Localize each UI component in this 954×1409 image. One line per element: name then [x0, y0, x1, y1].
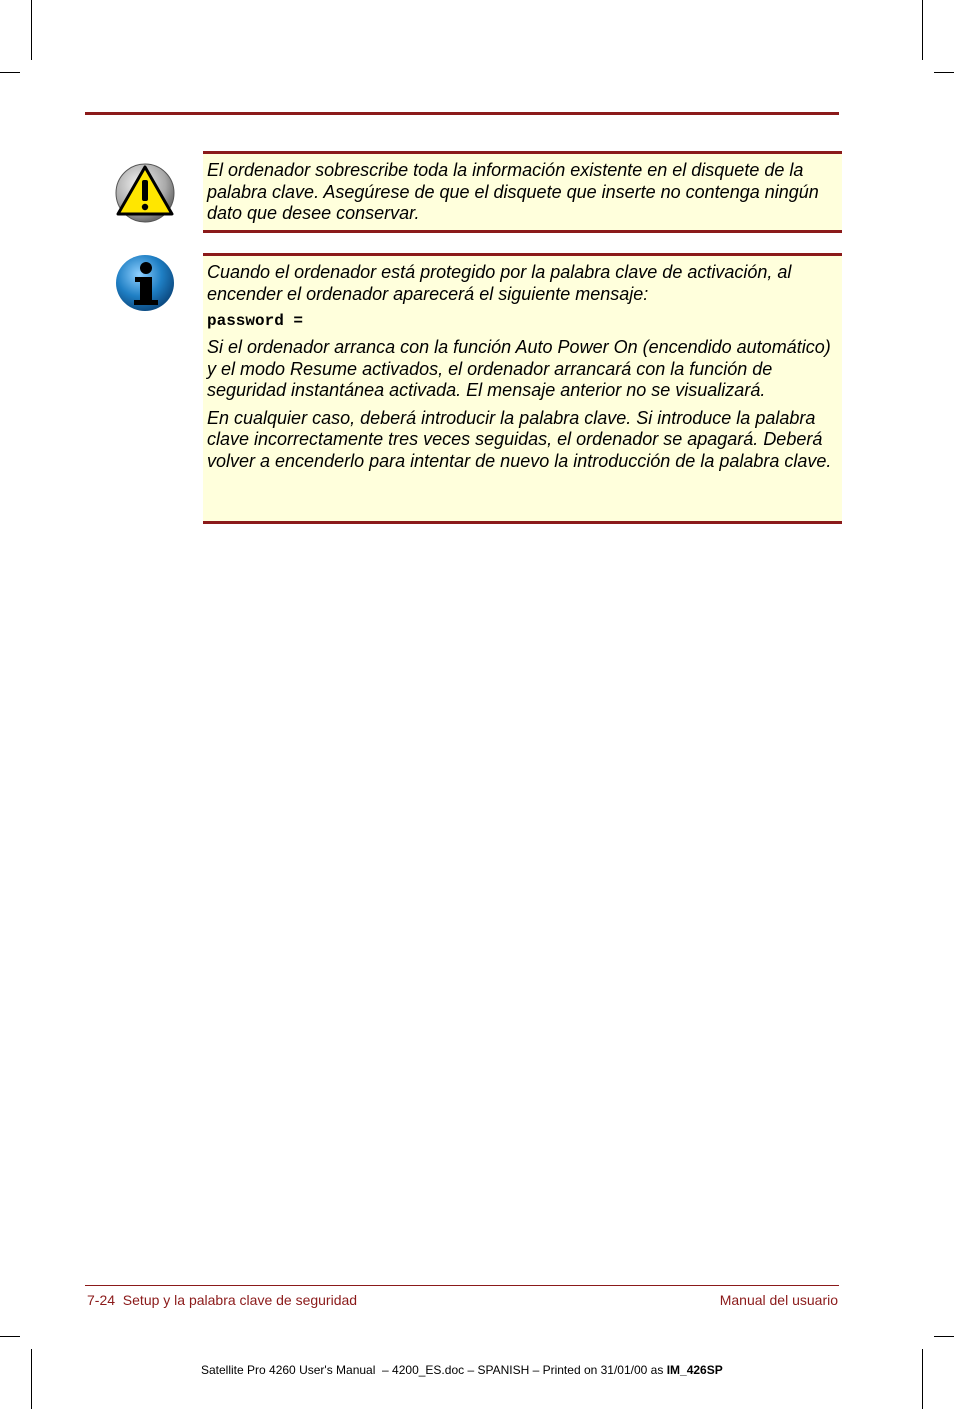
note-paragraph: Cuando el ordenador está protegido por la palabra clave de activación, al encender el ordenador aparecerá el siguiente mensaje:: [207, 262, 792, 304]
crop-mark: [934, 72, 954, 73]
note-callout: [203, 253, 842, 524]
print-info-text: Satellite Pro 4260 User's Manual – 4200_ES.doc – SPANISH – Printed on 31/01/00 as: [201, 1363, 667, 1377]
password-prompt-code: password =: [207, 312, 304, 330]
header-rule: [85, 112, 839, 115]
caution-text: El ordenador sobrescribe toda la información existente en el disquete de la palabra clave. Asegúrese de que el disquete que inserte no contenga ningún dato que desee conservar.: [207, 160, 819, 223]
note-paragraph: En cualquier caso, deberá introducir la palabra clave. Si introduce la palabra clave incorrectamente tres veces seguidas, el ordenador se apagará. Deberá volver a encenderlo para intentar de nuevo la introducción de la palabra clave.: [207, 407, 832, 471]
crop-mark: [922, 1349, 923, 1409]
info-icon: [114, 254, 176, 319]
caution-callout: [203, 151, 842, 233]
print-info-code: IM_426SP: [666, 1363, 723, 1377]
crop-mark: [0, 72, 20, 73]
footer-section-title: 7-24 Setup y la palabra clave de seguridad: [87, 1292, 358, 1308]
crop-mark: [934, 1336, 954, 1337]
footer-manual-title: Manual del usuario: [719, 1292, 838, 1308]
warning-triangle-icon: [114, 162, 176, 229]
footer-rule: [85, 1285, 839, 1286]
crop-mark: [0, 1336, 20, 1337]
print-info: [201, 1363, 723, 1377]
crop-mark: [31, 1349, 32, 1409]
note-paragraph: Si el ordenador arranca con la función Auto Power On (encendido automático) y el modo Resume activados, el ordenador arrancará con la función de seguridad instantánea activada. El mensaje anterior no se visualizará.: [207, 337, 831, 400]
crop-mark: [31, 0, 32, 60]
crop-mark: [922, 0, 923, 60]
